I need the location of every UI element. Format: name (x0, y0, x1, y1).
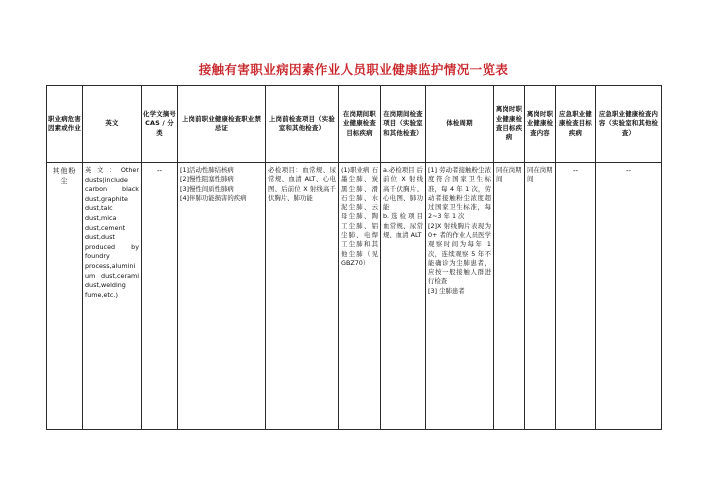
cell-pre-job-items: 必检项目：血常规、尿常规、血清 ALT、心电图、后前位 X 射线高千伏胸片、肺功能 (266, 163, 339, 430)
column-header-emergency-items: 应急职业健康检查内容（实验室和其他检查） (596, 86, 662, 163)
cell-on-job-target-diseases: (1)职业病 石墨尘肺、炭黑尘肺、滑石尘肺、水泥尘肺、云母尘肺、陶工尘肺、铝尘肺、电焊工尘肺和其他尘肺（见 GBZ70） (339, 163, 381, 430)
cell-hazard-factor: 其他粉尘 (47, 163, 83, 430)
column-header-examination-cycle: 体检周期 (426, 86, 494, 163)
column-header-on-job-target-diseases: 在岗期间职业健康检查目标疾病 (339, 86, 381, 163)
table-header-row (47, 86, 662, 163)
health-surveillance-table (46, 85, 662, 430)
column-header-on-job-items: 在岗期间检查项目（实验室和其他检查） (381, 86, 426, 163)
cell-examination-cycle: [1] 劳动者接触粉尘浓度符合国家卫生标准，每 4 年 1 次，劳动者接触粉尘浓度超过国家卫生标准，每 2~3 年 1 次 [2]X 射线胸片表现为 0+ 者的作业人员医学观察时间为每年 1 次，连续观察 5 年不能确诊为尘肺患者，应按一般接触人群进行检查 [3] 尘肺患者 (426, 163, 494, 430)
column-header-hazard-factor: 职业病危害因素或作业 (47, 86, 83, 163)
page-title: 接触有害职业病因素作业人员职业健康监护情况一览表 (198, 62, 509, 77)
column-header-off-job-target-diseases: 离岗时职业健康检查目标疾病 (494, 86, 525, 163)
column-header-pre-job-items: 上岗前检查项目（实验室和其他检查） (266, 86, 339, 163)
table-row (47, 163, 662, 430)
column-header-pre-job-contraindications: 上岗前职业健康检查职业禁忌证 (178, 86, 266, 163)
cell-off-job-items: 同在岗期间 (525, 163, 556, 430)
cell-emergency-items: -- (596, 163, 662, 430)
column-header-english: 英文 (83, 86, 142, 163)
cell-on-job-items: a.必检项目 后前位 X 射线高千伏胸片、心电图、肺功能 b.选检项目 血常规、尿常规、血清 ALT (381, 163, 426, 430)
column-header-cas-number: 化学文摘号CAS / 分类 (142, 86, 178, 163)
health-surveillance-table-container (46, 85, 661, 430)
column-header-emergency-target-diseases: 应急职业健康检查目标疾病 (556, 86, 596, 163)
column-header-off-job-items: 离岗时职业健康检查内容 (525, 86, 556, 163)
cell-pre-job-contraindications: [1]活动性肺结核病 [2]慢性阻塞性肺病 [3]慢性间质性肺病 [4]伴肺功能损害的疾病 (178, 163, 266, 430)
cell-english: 英文：Other dusts(include carbon black dust,graphite dust,talc dust,mica dust,cement dust,dust produced by foundry process,aluminium dust,cerami dust,welding fume,etc.) (83, 163, 142, 430)
cell-off-job-target-diseases: 同在岗期间 (494, 163, 525, 430)
cell-cas-number: -- (142, 163, 178, 430)
cell-emergency-target-diseases: -- (556, 163, 596, 430)
